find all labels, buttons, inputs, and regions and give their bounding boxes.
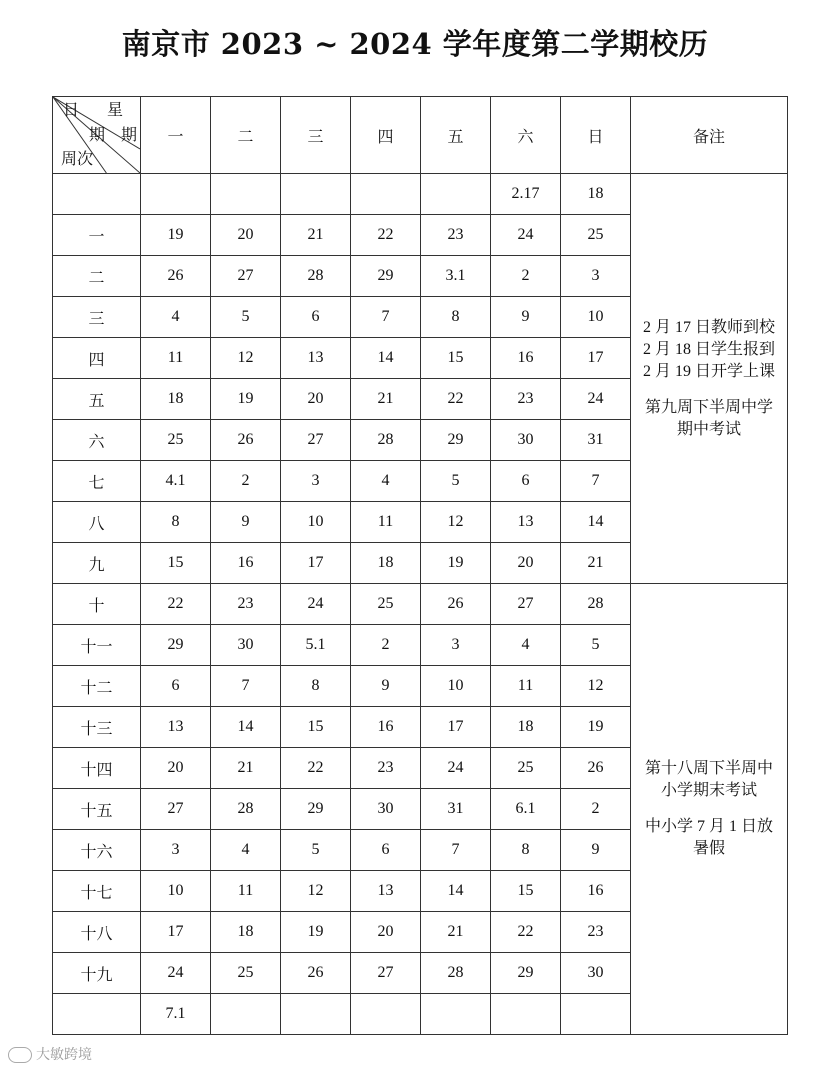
date-cell: 21 — [351, 379, 421, 420]
date-cell: 18 — [561, 174, 631, 215]
week-number-cell: 六 — [53, 420, 141, 461]
date-cell: 18 — [351, 543, 421, 584]
date-cell: 3 — [281, 461, 351, 502]
date-cell — [421, 994, 491, 1035]
table-row — [53, 174, 788, 215]
date-cell: 21 — [211, 748, 281, 789]
date-cell: 11 — [211, 871, 281, 912]
date-cell: 22 — [141, 584, 211, 625]
date-cell: 8 — [421, 297, 491, 338]
notes-line: 第十八周下半周中 — [644, 760, 773, 777]
date-cell: 6.1 — [491, 789, 561, 830]
date-cell: 26 — [211, 420, 281, 461]
date-cell: 22 — [351, 215, 421, 256]
date-cell: 8 — [491, 830, 561, 871]
date-cell: 23 — [211, 584, 281, 625]
date-cell: 9 — [351, 666, 421, 707]
date-cell: 27 — [211, 256, 281, 297]
notes-line: 暑假 — [692, 840, 725, 857]
date-cell: 10 — [141, 871, 211, 912]
date-cell: 13 — [141, 707, 211, 748]
date-cell: 16 — [351, 707, 421, 748]
date-cell: 12 — [211, 338, 281, 379]
date-cell: 5 — [211, 297, 281, 338]
date-cell: 2.17 — [491, 174, 561, 215]
date-cell: 13 — [351, 871, 421, 912]
date-cell: 11 — [141, 338, 211, 379]
week-number-cell: 十一 — [53, 625, 141, 666]
week-number-cell: 九 — [53, 543, 141, 584]
date-cell: 17 — [141, 912, 211, 953]
week-number-cell — [53, 174, 141, 215]
date-cell: 24 — [281, 584, 351, 625]
date-cell: 18 — [491, 707, 561, 748]
date-cell: 17 — [421, 707, 491, 748]
week-number-cell: 十九 — [53, 953, 141, 994]
date-cell: 27 — [141, 789, 211, 830]
date-cell: 24 — [421, 748, 491, 789]
date-cell: 21 — [281, 215, 351, 256]
date-cell — [141, 174, 211, 215]
date-cell: 19 — [211, 379, 281, 420]
date-cell: 14 — [421, 871, 491, 912]
date-cell: 24 — [491, 215, 561, 256]
date-cell: 28 — [561, 584, 631, 625]
date-cell: 5 — [561, 625, 631, 666]
date-cell: 27 — [281, 420, 351, 461]
date-cell: 7 — [561, 461, 631, 502]
date-cell: 29 — [281, 789, 351, 830]
date-cell: 30 — [211, 625, 281, 666]
notes-cell — [631, 584, 788, 1035]
week-number-cell: 十四 — [53, 748, 141, 789]
date-cell: 7 — [421, 830, 491, 871]
date-cell: 6 — [351, 830, 421, 871]
date-cell: 15 — [421, 338, 491, 379]
notes-line: 中小学 7 月 1 日放 — [644, 818, 773, 835]
date-cell: 2 — [561, 789, 631, 830]
date-cell: 3.1 — [421, 256, 491, 297]
calendar-body — [53, 174, 788, 1035]
date-cell: 9 — [491, 297, 561, 338]
notes-line: 2 月 18 日学生报到 — [642, 340, 775, 358]
diag-label-ri: 日 — [63, 102, 80, 119]
week-number-cell: 十六 — [53, 830, 141, 871]
diagonal-header-cell — [53, 97, 141, 174]
date-cell: 26 — [421, 584, 491, 625]
notes-line: 2 月 17 日教师到校 — [642, 318, 775, 336]
date-cell: 25 — [491, 748, 561, 789]
date-cell: 5 — [281, 830, 351, 871]
week-number-cell: 二 — [53, 256, 141, 297]
notes-line: 小学期末考试 — [660, 782, 757, 799]
date-cell: 17 — [561, 338, 631, 379]
date-cell: 5.1 — [281, 625, 351, 666]
date-cell: 8 — [141, 502, 211, 543]
date-cell: 12 — [561, 666, 631, 707]
day-header-mon: 一 — [141, 97, 211, 174]
date-cell: 19 — [141, 215, 211, 256]
date-cell: 29 — [351, 256, 421, 297]
date-cell: 16 — [211, 543, 281, 584]
date-cell: 25 — [561, 215, 631, 256]
diag-label-zhouci: 周次 — [61, 151, 94, 168]
diag-label-qi2: 期 — [121, 127, 138, 144]
date-cell: 21 — [421, 912, 491, 953]
date-cell: 26 — [141, 256, 211, 297]
notes-cell — [631, 174, 788, 584]
date-cell: 28 — [211, 789, 281, 830]
diag-label-xing: 星 — [107, 102, 124, 119]
day-header-tue: 二 — [211, 97, 281, 174]
date-cell: 5 — [421, 461, 491, 502]
date-cell: 16 — [561, 871, 631, 912]
date-cell: 4 — [141, 297, 211, 338]
date-cell: 13 — [281, 338, 351, 379]
date-cell — [421, 174, 491, 215]
week-number-cell: 十三 — [53, 707, 141, 748]
date-cell: 24 — [141, 953, 211, 994]
header-row — [53, 97, 788, 174]
date-cell: 26 — [281, 953, 351, 994]
date-cell: 15 — [141, 543, 211, 584]
date-cell: 10 — [281, 502, 351, 543]
date-cell: 23 — [421, 215, 491, 256]
date-cell: 31 — [561, 420, 631, 461]
week-number-cell: 十八 — [53, 912, 141, 953]
date-cell — [561, 994, 631, 1035]
date-cell: 10 — [421, 666, 491, 707]
date-cell: 23 — [351, 748, 421, 789]
date-cell: 24 — [561, 379, 631, 420]
week-number-cell: 十二 — [53, 666, 141, 707]
day-header-sat: 六 — [491, 97, 561, 174]
date-cell: 12 — [421, 502, 491, 543]
date-cell: 6 — [491, 461, 561, 502]
notes-header: 备注 — [631, 97, 788, 174]
week-number-cell: 十七 — [53, 871, 141, 912]
week-number-cell — [53, 994, 141, 1035]
day-header-wed: 三 — [281, 97, 351, 174]
date-cell: 14 — [561, 502, 631, 543]
week-number-cell: 十 — [53, 584, 141, 625]
notes-line: 2 月 19 日开学上课 — [642, 362, 775, 380]
date-cell: 16 — [491, 338, 561, 379]
page-title: 南京市 2023 ~ 2024 学年度第二学期校历 — [121, 27, 709, 61]
date-cell: 18 — [211, 912, 281, 953]
date-cell: 2 — [491, 256, 561, 297]
date-cell: 8 — [281, 666, 351, 707]
date-cell: 29 — [141, 625, 211, 666]
week-number-cell: 一 — [53, 215, 141, 256]
date-cell: 9 — [211, 502, 281, 543]
week-number-cell: 七 — [53, 461, 141, 502]
date-cell: 14 — [351, 338, 421, 379]
date-cell: 6 — [281, 297, 351, 338]
day-header-fri: 五 — [421, 97, 491, 174]
date-cell: 30 — [491, 420, 561, 461]
notes-spacer — [631, 802, 787, 816]
date-cell: 20 — [141, 748, 211, 789]
date-cell: 22 — [421, 379, 491, 420]
date-cell: 22 — [491, 912, 561, 953]
diag-label-qi1: 期 — [89, 127, 106, 144]
table-row — [53, 584, 788, 625]
date-cell: 4 — [491, 625, 561, 666]
date-cell: 12 — [281, 871, 351, 912]
week-number-cell: 四 — [53, 338, 141, 379]
date-cell: 3 — [421, 625, 491, 666]
date-cell: 23 — [491, 379, 561, 420]
date-cell: 20 — [211, 215, 281, 256]
day-header-sun: 日 — [561, 97, 631, 174]
date-cell — [211, 174, 281, 215]
date-cell: 27 — [491, 584, 561, 625]
camera-logo-icon — [8, 1047, 32, 1063]
watermark — [8, 1044, 92, 1064]
date-cell: 30 — [351, 789, 421, 830]
date-cell: 30 — [561, 953, 631, 994]
week-number-cell: 五 — [53, 379, 141, 420]
date-cell: 25 — [211, 953, 281, 994]
date-cell: 9 — [561, 830, 631, 871]
day-header-thu: 四 — [351, 97, 421, 174]
date-cell: 7.1 — [141, 994, 211, 1035]
date-cell: 27 — [351, 953, 421, 994]
date-cell: 10 — [561, 297, 631, 338]
date-cell: 19 — [561, 707, 631, 748]
date-cell: 25 — [351, 584, 421, 625]
date-cell: 3 — [141, 830, 211, 871]
date-cell: 25 — [141, 420, 211, 461]
date-cell: 15 — [281, 707, 351, 748]
date-cell: 6 — [141, 666, 211, 707]
date-cell: 7 — [351, 297, 421, 338]
date-cell: 29 — [491, 953, 561, 994]
date-cell: 7 — [211, 666, 281, 707]
date-cell — [351, 994, 421, 1035]
date-cell: 11 — [351, 502, 421, 543]
notes-line: 第九周下半周中学 — [644, 398, 773, 416]
date-cell: 15 — [491, 871, 561, 912]
date-cell: 31 — [421, 789, 491, 830]
notes-spacer — [631, 383, 787, 397]
date-cell: 29 — [421, 420, 491, 461]
date-cell: 20 — [491, 543, 561, 584]
watermark-text: 大敏跨境 — [36, 1047, 92, 1063]
date-cell: 28 — [421, 953, 491, 994]
date-cell: 14 — [211, 707, 281, 748]
date-cell: 21 — [561, 543, 631, 584]
date-cell — [281, 174, 351, 215]
notes-line: 期中考试 — [676, 420, 741, 438]
date-cell: 2 — [351, 625, 421, 666]
week-number-cell: 十五 — [53, 789, 141, 830]
date-cell: 20 — [351, 912, 421, 953]
date-cell: 19 — [421, 543, 491, 584]
date-cell: 18 — [141, 379, 211, 420]
date-cell: 4.1 — [141, 461, 211, 502]
date-cell: 2 — [211, 461, 281, 502]
week-number-cell: 三 — [53, 297, 141, 338]
date-cell — [211, 994, 281, 1035]
school-calendar-table — [52, 96, 788, 1035]
date-cell: 3 — [561, 256, 631, 297]
date-cell: 4 — [211, 830, 281, 871]
date-cell — [491, 994, 561, 1035]
date-cell: 13 — [491, 502, 561, 543]
date-cell: 4 — [351, 461, 421, 502]
date-cell: 28 — [351, 420, 421, 461]
date-cell: 23 — [561, 912, 631, 953]
date-cell: 11 — [491, 666, 561, 707]
date-cell: 19 — [281, 912, 351, 953]
date-cell: 28 — [281, 256, 351, 297]
date-cell: 26 — [561, 748, 631, 789]
date-cell: 22 — [281, 748, 351, 789]
date-cell — [281, 994, 351, 1035]
date-cell: 17 — [281, 543, 351, 584]
date-cell: 20 — [281, 379, 351, 420]
date-cell — [351, 174, 421, 215]
week-number-cell: 八 — [53, 502, 141, 543]
